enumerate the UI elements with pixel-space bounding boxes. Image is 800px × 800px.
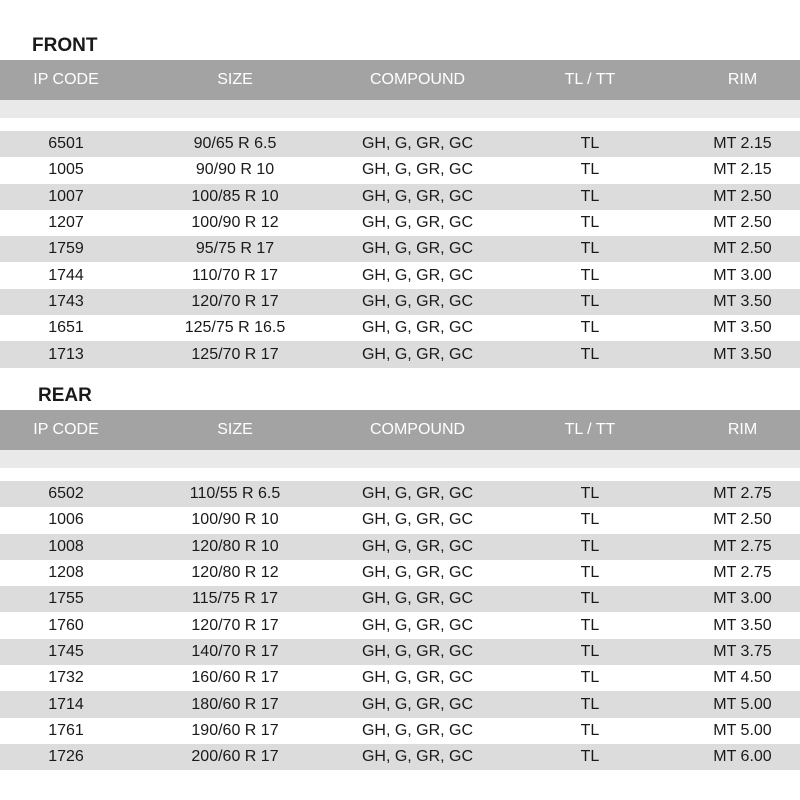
size-cell: 95/75 R 17 (195, 240, 275, 258)
rim-cell: MT 2.15 (713, 161, 772, 179)
header-size: SIZE (217, 71, 253, 88)
size-cell: 125/70 R 17 (191, 345, 279, 363)
tl-tt-cell: TL (580, 511, 600, 529)
tl-tt-cell: TL (580, 345, 600, 363)
size-cell: 180/60 R 17 (191, 695, 279, 713)
table-row (0, 289, 800, 315)
compound-cell: GH, G, GR, GC (361, 590, 474, 608)
compound-cell: GH, G, GR, GC (361, 319, 474, 337)
size-cell: 90/90 R 10 (195, 161, 275, 179)
header-rim: RIM (727, 71, 758, 88)
ip-code-cell: 6501 (48, 135, 84, 153)
size-cell: 125/75 R 16.5 (184, 319, 286, 337)
size-cell: 120/80 R 10 (191, 537, 279, 555)
tl-tt-cell: TL (580, 748, 600, 766)
rim-cell: MT 2.50 (713, 240, 772, 258)
table-row (0, 315, 800, 341)
header-tl-tt: TL / TT (564, 71, 616, 88)
rim-cell: MT 2.15 (713, 135, 772, 153)
table-row (0, 507, 800, 533)
rim-cell: MT 2.50 (713, 511, 772, 529)
ip-code-cell: 1743 (48, 292, 84, 310)
tl-tt-cell: TL (580, 485, 600, 503)
compound-cell: GH, G, GR, GC (361, 537, 474, 555)
ip-code-cell: 6502 (48, 485, 84, 503)
ip-code-cell: 1745 (48, 642, 84, 660)
tl-tt-cell: TL (580, 187, 600, 205)
rim-cell: MT 3.00 (713, 266, 772, 284)
size-cell: 120/70 R 17 (191, 292, 279, 310)
rim-cell: MT 5.00 (713, 695, 772, 713)
tl-tt-cell: TL (580, 695, 600, 713)
tl-tt-cell: TL (580, 669, 600, 687)
ip-code-cell: 1007 (48, 187, 84, 205)
compound-cell: GH, G, GR, GC (361, 292, 474, 310)
compound-cell: GH, G, GR, GC (361, 214, 474, 232)
size-cell: 190/60 R 17 (191, 721, 279, 739)
tl-tt-cell: TL (580, 135, 600, 153)
table-row (0, 236, 800, 262)
size-cell: 115/75 R 17 (192, 590, 278, 608)
tl-tt-cell: TL (580, 616, 600, 634)
compound-cell: GH, G, GR, GC (361, 616, 474, 634)
table-row (0, 560, 800, 586)
tl-tt-cell: TL (580, 161, 600, 179)
table-row (0, 744, 800, 770)
ip-code-cell: 1207 (48, 214, 84, 232)
ip-code-cell: 1761 (48, 721, 84, 739)
tl-tt-cell: TL (580, 292, 600, 310)
rim-cell: MT 3.75 (713, 642, 772, 660)
compound-cell: GH, G, GR, GC (361, 669, 474, 687)
rear-rows (0, 481, 800, 770)
rim-cell: MT 2.75 (713, 485, 772, 503)
size-cell: 120/80 R 12 (191, 564, 279, 582)
rear-header-row (0, 410, 800, 450)
size-cell: 120/70 R 17 (191, 616, 279, 634)
tl-tt-cell: TL (580, 642, 600, 660)
ip-code-cell: 1759 (48, 240, 84, 258)
table-row (0, 665, 800, 691)
table-row (0, 612, 800, 638)
ip-code-cell: 1726 (48, 748, 84, 766)
table-row (0, 586, 800, 612)
size-cell: 100/90 R 10 (191, 511, 279, 529)
header-ip-code: IP CODE (33, 71, 99, 88)
compound-cell: GH, G, GR, GC (361, 240, 474, 258)
front-section (0, 34, 800, 368)
tl-tt-cell: TL (580, 266, 600, 284)
ip-code-cell: 1714 (48, 695, 84, 713)
rim-cell: MT 3.00 (713, 590, 772, 608)
compound-cell: GH, G, GR, GC (361, 511, 474, 529)
table-row (0, 184, 800, 210)
table-row (0, 210, 800, 236)
rim-cell: MT 3.50 (713, 319, 772, 337)
front-header-gap (0, 100, 800, 118)
rear-header-gap (0, 450, 800, 468)
table-row (0, 691, 800, 717)
compound-cell: GH, G, GR, GC (361, 695, 474, 713)
size-cell: 100/90 R 12 (191, 214, 279, 232)
table-row (0, 131, 800, 157)
table-row (0, 718, 800, 744)
rim-cell: MT 2.75 (713, 564, 772, 582)
compound-cell: GH, G, GR, GC (361, 642, 474, 660)
compound-cell: GH, G, GR, GC (361, 721, 474, 739)
rim-cell: MT 5.00 (713, 721, 772, 739)
ip-code-cell: 1006 (48, 511, 84, 529)
table-row (0, 481, 800, 507)
compound-cell: GH, G, GR, GC (361, 266, 474, 284)
header-compound: COMPOUND (369, 421, 466, 438)
table-row (0, 262, 800, 288)
ip-code-cell: 1732 (48, 669, 84, 687)
ip-code-cell: 1760 (48, 616, 84, 634)
tl-tt-cell: TL (580, 214, 600, 232)
ip-code-cell: 1755 (48, 590, 84, 608)
rear-title: REAR (38, 385, 92, 406)
rim-cell: MT 3.50 (713, 292, 772, 310)
ip-code-cell: 1005 (48, 161, 84, 179)
compound-cell: GH, G, GR, GC (361, 135, 474, 153)
rim-cell: MT 2.75 (713, 537, 772, 555)
header-tl-tt: TL / TT (564, 421, 616, 438)
tl-tt-cell: TL (580, 319, 600, 337)
header-rim: RIM (727, 421, 758, 438)
table-row (0, 534, 800, 560)
tl-tt-cell: TL (580, 537, 600, 555)
size-cell: 200/60 R 17 (191, 748, 279, 766)
rim-cell: MT 3.50 (713, 616, 772, 634)
ip-code-cell: 1651 (48, 319, 84, 337)
tl-tt-cell: TL (580, 590, 600, 608)
header-size: SIZE (217, 421, 253, 438)
rear-section (0, 384, 800, 770)
size-cell: 140/70 R 17 (191, 642, 279, 660)
rim-cell: MT 3.50 (713, 345, 772, 363)
ip-code-cell: 1208 (48, 564, 84, 582)
front-rows (0, 131, 800, 368)
compound-cell: GH, G, GR, GC (361, 485, 474, 503)
ip-code-cell: 1008 (48, 537, 84, 555)
header-compound: COMPOUND (369, 71, 466, 88)
ip-code-cell: 1713 (48, 345, 84, 363)
rim-cell: MT 4.50 (713, 669, 772, 687)
compound-cell: GH, G, GR, GC (361, 187, 474, 205)
table-row (0, 157, 800, 183)
compound-cell: GH, G, GR, GC (361, 748, 474, 766)
rim-cell: MT 6.00 (713, 748, 772, 766)
compound-cell: GH, G, GR, GC (361, 345, 474, 363)
size-cell: 110/70 R 17 (192, 266, 278, 284)
compound-cell: GH, G, GR, GC (361, 161, 474, 179)
table-row (0, 341, 800, 367)
tl-tt-cell: TL (580, 721, 600, 739)
compound-cell: GH, G, GR, GC (361, 564, 474, 582)
table-row (0, 639, 800, 665)
rim-cell: MT 2.50 (713, 187, 772, 205)
size-cell: 110/55 R 6.5 (189, 485, 281, 503)
size-cell: 90/65 R 6.5 (193, 135, 277, 153)
rim-cell: MT 2.50 (713, 214, 772, 232)
front-header-row (0, 60, 800, 100)
tl-tt-cell: TL (580, 564, 600, 582)
ip-code-cell: 1744 (48, 266, 84, 284)
size-cell: 100/85 R 10 (191, 187, 279, 205)
size-cell: 160/60 R 17 (191, 669, 279, 687)
tl-tt-cell: TL (580, 240, 600, 258)
header-ip-code: IP CODE (33, 421, 99, 438)
front-title: FRONT (32, 35, 98, 56)
